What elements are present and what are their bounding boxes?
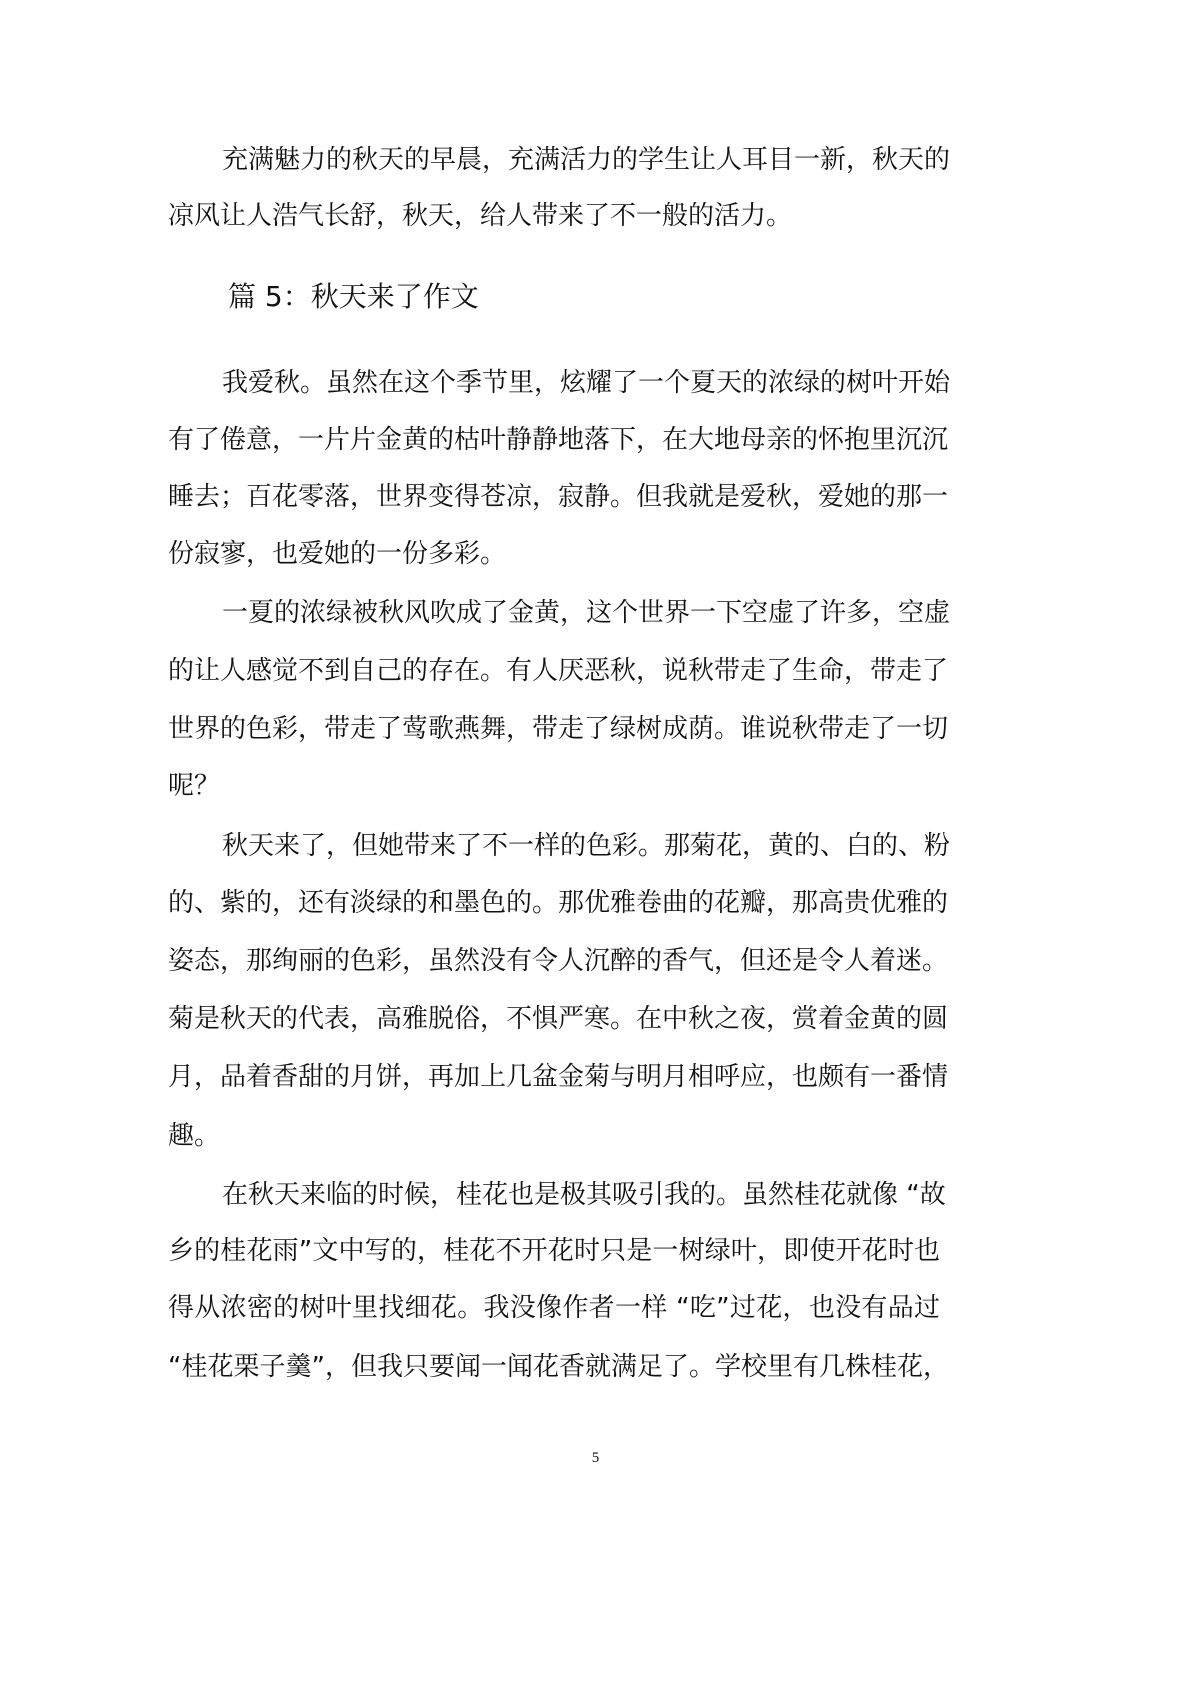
text-line: 有了倦意，一片片金黄的枯叶静静地落下，在大地母亲的怀抱里沉沉 — [168, 425, 949, 455]
text-line: 的让人感觉不到自己的存在。有人厌恶秋，说秋带走了生命，带走了 — [168, 656, 949, 686]
section-heading: 篇 5：秋天来了作文 — [228, 280, 479, 313]
text-line: 凉风让人浩气长舒，秋天，给人带来了不一般的活力。 — [168, 201, 793, 231]
text-line: 的、紫的，还有淡绿的和墨色的。那优雅卷曲的花瓣，那高贵优雅的 — [168, 888, 949, 918]
text-line: 睡去；百花零落，世界变得苍凉，寂静。但我就是爱秋，爱她的那一 — [168, 482, 949, 512]
page-number: 5 — [591, 1450, 600, 1466]
text-line: 呢？ — [168, 771, 221, 801]
text-line: 秋天来了，但她带来了不一样的色彩。那菊花，黄的、白的、粉 — [222, 831, 951, 861]
text-line: 我爱秋。虽然在这个季节里，炫耀了一个夏天的浓绿的树叶开始 — [222, 368, 951, 398]
text-line: 趣。 — [168, 1121, 221, 1151]
text-line: 得从浓密的树叶里找细花。我没像作者一样 “吃”过花，也没有品过 — [168, 1293, 940, 1323]
text-line: 一夏的浓绿被秋风吹成了金黄，这个世界一下空虚了许多，空虚 — [222, 598, 951, 628]
text-line: 姿态，那绚丽的色彩，虽然没有令人沉醉的香气，但还是令人着迷。 — [168, 946, 949, 976]
text-line: 在秋天来临的时候，桂花也是极其吸引我的。虽然桂花就像 “故 — [222, 1180, 946, 1210]
text-line: 乡的桂花雨”文中写的，桂花不开花时只是一树绿叶，即使开花时也 — [168, 1236, 940, 1266]
text-line: 月，品着香甜的月饼，再加上几盆金菊与明月相呼应，也颇有一番情 — [168, 1062, 949, 1092]
text-line: 菊是秋天的代表，高雅脱俗，不惧严寒。在中秋之夜，赏着金黄的圆 — [168, 1004, 949, 1034]
text-line: 世界的色彩，带走了莺歌燕舞，带走了绿树成荫。谁说秋带走了一切 — [168, 714, 949, 744]
text-line: 份寂寥，也爱她的一份多彩。 — [168, 539, 507, 569]
text-line: “桂花栗子羹”，但我只要闻一闻花香就满足了。学校里有几株桂花， — [168, 1352, 949, 1382]
text-line: 充满魅力的秋天的早晨，充满活力的学生让人耳目一新，秋天的 — [222, 145, 951, 175]
